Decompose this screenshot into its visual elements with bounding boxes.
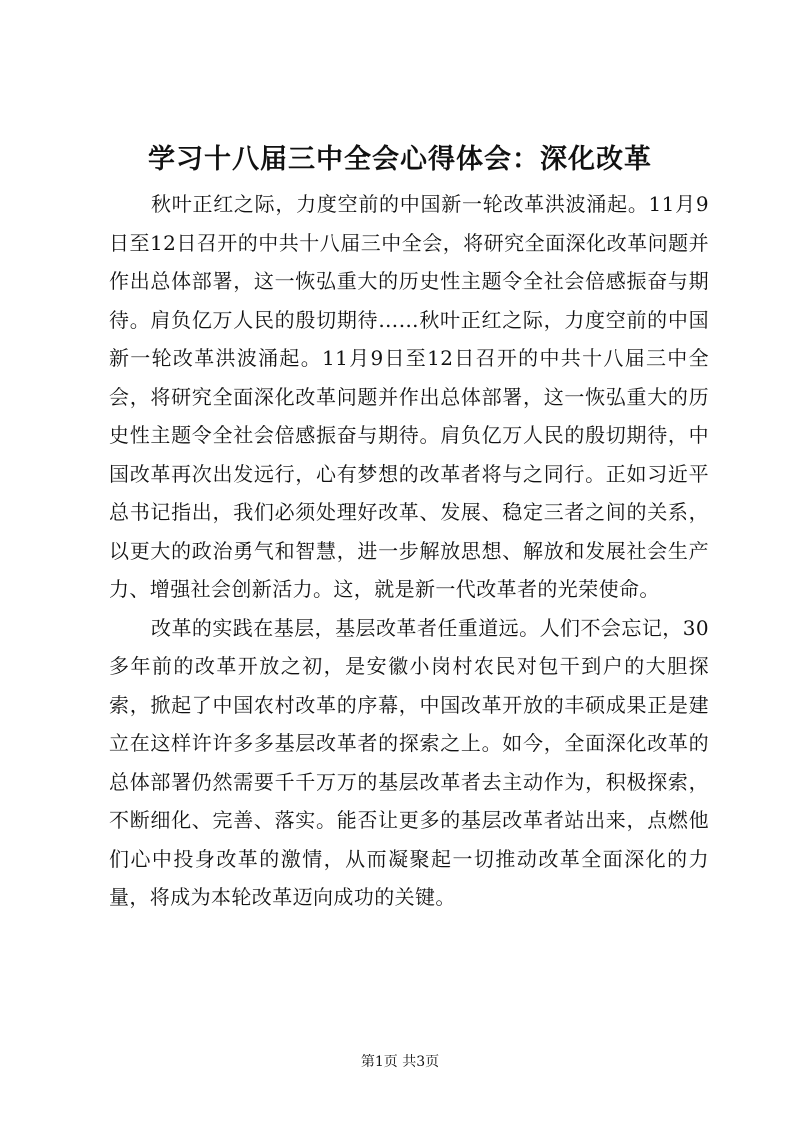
document-title: 学习十八届三中全会心得体会：深化改革 — [148, 144, 652, 175]
paragraph-2: 改革的实践在基层，基层改革者任重道远。人们不会忘记，30多年前的改革开放之初，是安徽小岗村农民对包干到户的大胆探索，掀起了中国农村改革的序幕，中国改革开放的丰硕成果正是建立在这样许许多多基层改革者的探索之上。如今，全面深化改革的总体部署仍然需要千千万万的基层改革者去主动作为，积极探索，不断细化、完善、落实。能否让更多的基层改革者站出来，点燃他们心中投身改革的激情，从而凝聚起一切推动改革全面深化的力量，将成为本轮改革迈向成功的关键。 — [109, 615, 709, 909]
document-body — [109, 185, 709, 917]
page-footer: 第1页 共3页 — [360, 1054, 440, 1070]
paragraph-1: 秋叶正红之际，力度空前的中国新一轮改革洪波涌起。11月9日至12日召开的中共十八届三中全会，将研究全面深化改革问题并作出总体部署，这一恢弘重大的历史性主题令全社会倍感振奋与期待。肩负亿万人民的殷切期待……秋叶正红之际，力度空前的中国新一轮改革洪波涌起。11月9日至12日召开的中共十八届三中全会，将研究全面深化改革问题并作出总体部署，这一恢弘重大的历史性主题令全社会倍感振奋与期待。肩负亿万人民的殷切期待，中国改革再次出发远行，心有梦想的改革者将与之同行。正如习近平总书记指出，我们必须处理好改革、发展、稳定三者之间的关系，以更大的政治勇气和智慧，进一步解放思想、解放和发展社会生产力、增强社会创新活力。这，就是新一代改革者的光荣使命。 — [109, 192, 709, 601]
